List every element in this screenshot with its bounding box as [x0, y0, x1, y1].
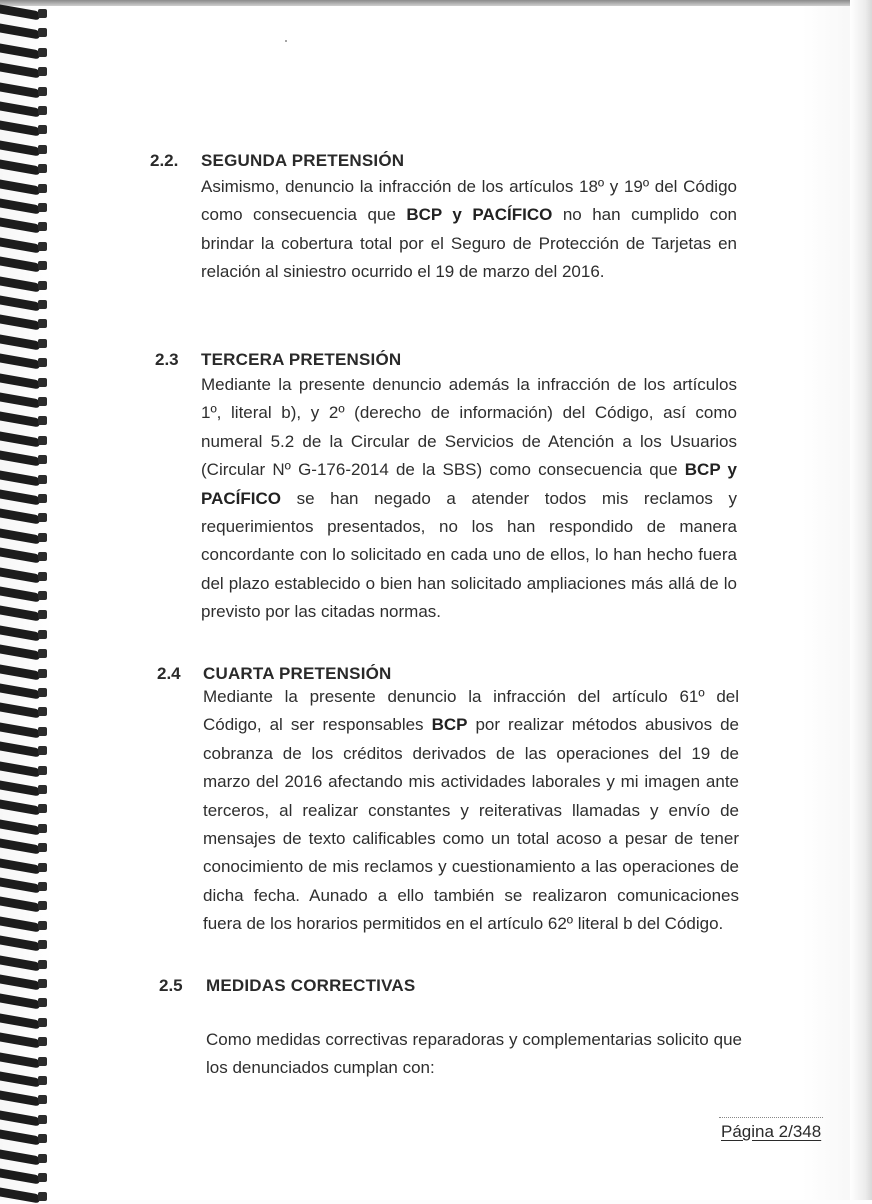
section-title: TERCERA PRETENSIÓN — [201, 350, 402, 369]
binding-coil — [0, 512, 50, 524]
binding-coil — [0, 862, 50, 874]
binding-coil — [0, 939, 50, 951]
binding-coil — [0, 124, 50, 136]
text-run: Mediante la presente denuncio además la infracción de los artículos 1º, literal b), y 2º (derecho de información) del Código, así como numeral 5.2 de la Circular de Servicios de Atención a los Usuarios (Circular Nº G-176-2014 de la SBS) como consecuencia que — [201, 375, 737, 480]
text-run: Asimismo, denuncio la infracción de los artículos 18º y 19º del Código como consecuencia que — [201, 177, 737, 225]
binding-coil — [0, 474, 50, 486]
binding-coil — [0, 784, 50, 796]
binding-coil — [0, 842, 50, 854]
text-run: Mediante la presente denuncio la infracción del artículo 61º del Código, al ser responsables — [203, 687, 739, 735]
bold-text-run: BCP y PACÍFICO — [201, 460, 738, 508]
binding-coil — [0, 221, 50, 233]
section-number: 2.2. — [150, 151, 179, 170]
binding-coil — [0, 260, 50, 272]
binding-coil — [0, 823, 50, 835]
binding-coil — [0, 1075, 50, 1087]
binding-coil — [0, 920, 50, 932]
section-title: SEGUNDA PRETENSIÓN — [201, 151, 405, 170]
binding-coil — [0, 338, 50, 350]
section-paragraph — [203, 683, 739, 939]
binding-coil — [0, 1172, 50, 1184]
binding-coil — [0, 47, 50, 59]
binding-coil — [0, 105, 50, 117]
binding-coil — [0, 1056, 50, 1068]
binding-coil — [0, 435, 50, 447]
section-title: CUARTA PRETENSIÓN — [203, 664, 392, 683]
binding-coil — [0, 1191, 50, 1203]
section-number: 2.4 — [157, 664, 181, 683]
binding-coil — [0, 1094, 50, 1106]
binding-coil — [0, 377, 50, 389]
binding-coil — [0, 803, 50, 815]
binding-coil — [0, 745, 50, 757]
binding-coil — [0, 163, 50, 175]
binding-coil — [0, 396, 50, 408]
section-number: 2.3 — [155, 350, 179, 369]
binding-coil — [0, 144, 50, 156]
text-run: Como medidas correctivas reparadoras y complementarias solicito que los denunciados cumplan con: — [206, 1030, 742, 1078]
binding-coil — [0, 648, 50, 660]
text-run: por realizar métodos abusivos de cobranza de los créditos derivados de las operaciones del 19 de marzo del 2016 afectando mis actividades laborales y mi imagen ante terceros, al realizar constantes y reiterativas llamadas y envío de mensajes de texto calificables como un total acoso a pesar de tener conocimiento de mis reclamos y cuestionamiento a las operaciones de dicha fecha. Aunado a ello también se realizaron comunicaciones fuera de los horarios permitidos en el artículo 62º literal b del Código. — [203, 715, 739, 934]
binding-coil — [0, 357, 50, 369]
binding-coil — [0, 1114, 50, 1126]
binding-coil — [0, 318, 50, 330]
binding-coil — [0, 415, 50, 427]
bold-text-run: BCP — [431, 715, 468, 735]
binding-coil — [0, 765, 50, 777]
binding-coil — [0, 280, 50, 292]
section-paragraph — [201, 173, 737, 287]
section-number: 2.5 — [159, 976, 183, 995]
binding-coil — [0, 1017, 50, 1029]
text-run: no han cumplido con brindar la cobertura total por el Seguro de Protección de Tarjetas en relación al siniestro ocurrido el 19 de marzo del 2016. — [201, 205, 738, 282]
binding-coil — [0, 532, 50, 544]
binding-coil — [0, 900, 50, 912]
spiral-binding — [0, 8, 52, 1200]
page-top-edge — [0, 0, 872, 6]
binding-coil — [0, 726, 50, 738]
scan-speck — [285, 40, 287, 42]
binding-coil — [0, 493, 50, 505]
section-paragraph — [201, 371, 737, 627]
binding-coil — [0, 687, 50, 699]
binding-coil — [0, 881, 50, 893]
binding-coil — [0, 27, 50, 39]
binding-coil — [0, 1153, 50, 1165]
binding-coil — [0, 454, 50, 466]
binding-coil — [0, 629, 50, 641]
binding-coil — [0, 668, 50, 680]
section-title: MEDIDAS CORRECTIVAS — [206, 976, 416, 995]
binding-coil — [0, 551, 50, 563]
bold-text-run: BCP y PACÍFICO — [406, 205, 553, 225]
binding-coil — [0, 86, 50, 98]
page-right-edge — [850, 0, 872, 1200]
page-number: Página 2/348 — [721, 1122, 822, 1141]
binding-coil — [0, 571, 50, 583]
binding-coil — [0, 590, 50, 602]
binding-coil — [0, 8, 50, 20]
binding-coil — [0, 959, 50, 971]
binding-coil — [0, 609, 50, 621]
binding-coil — [0, 997, 50, 1009]
binding-coil — [0, 183, 50, 195]
binding-coil — [0, 1133, 50, 1145]
binding-coil — [0, 241, 50, 253]
binding-coil — [0, 1036, 50, 1048]
binding-coil — [0, 706, 50, 718]
binding-coil — [0, 202, 50, 214]
binding-coil — [0, 978, 50, 990]
text-run: se han negado a atender todos mis reclamos y requerimientos presentados, no los han respondido de manera concordante con lo solicitado en cada uno de ellos, lo han hecho fuera del plazo establecido o bien han solicitado ampliaciones más allá de lo previsto por las citadas normas. — [201, 488, 737, 622]
binding-coil — [0, 66, 50, 78]
binding-coil — [0, 299, 50, 311]
section-paragraph — [206, 1026, 742, 1083]
